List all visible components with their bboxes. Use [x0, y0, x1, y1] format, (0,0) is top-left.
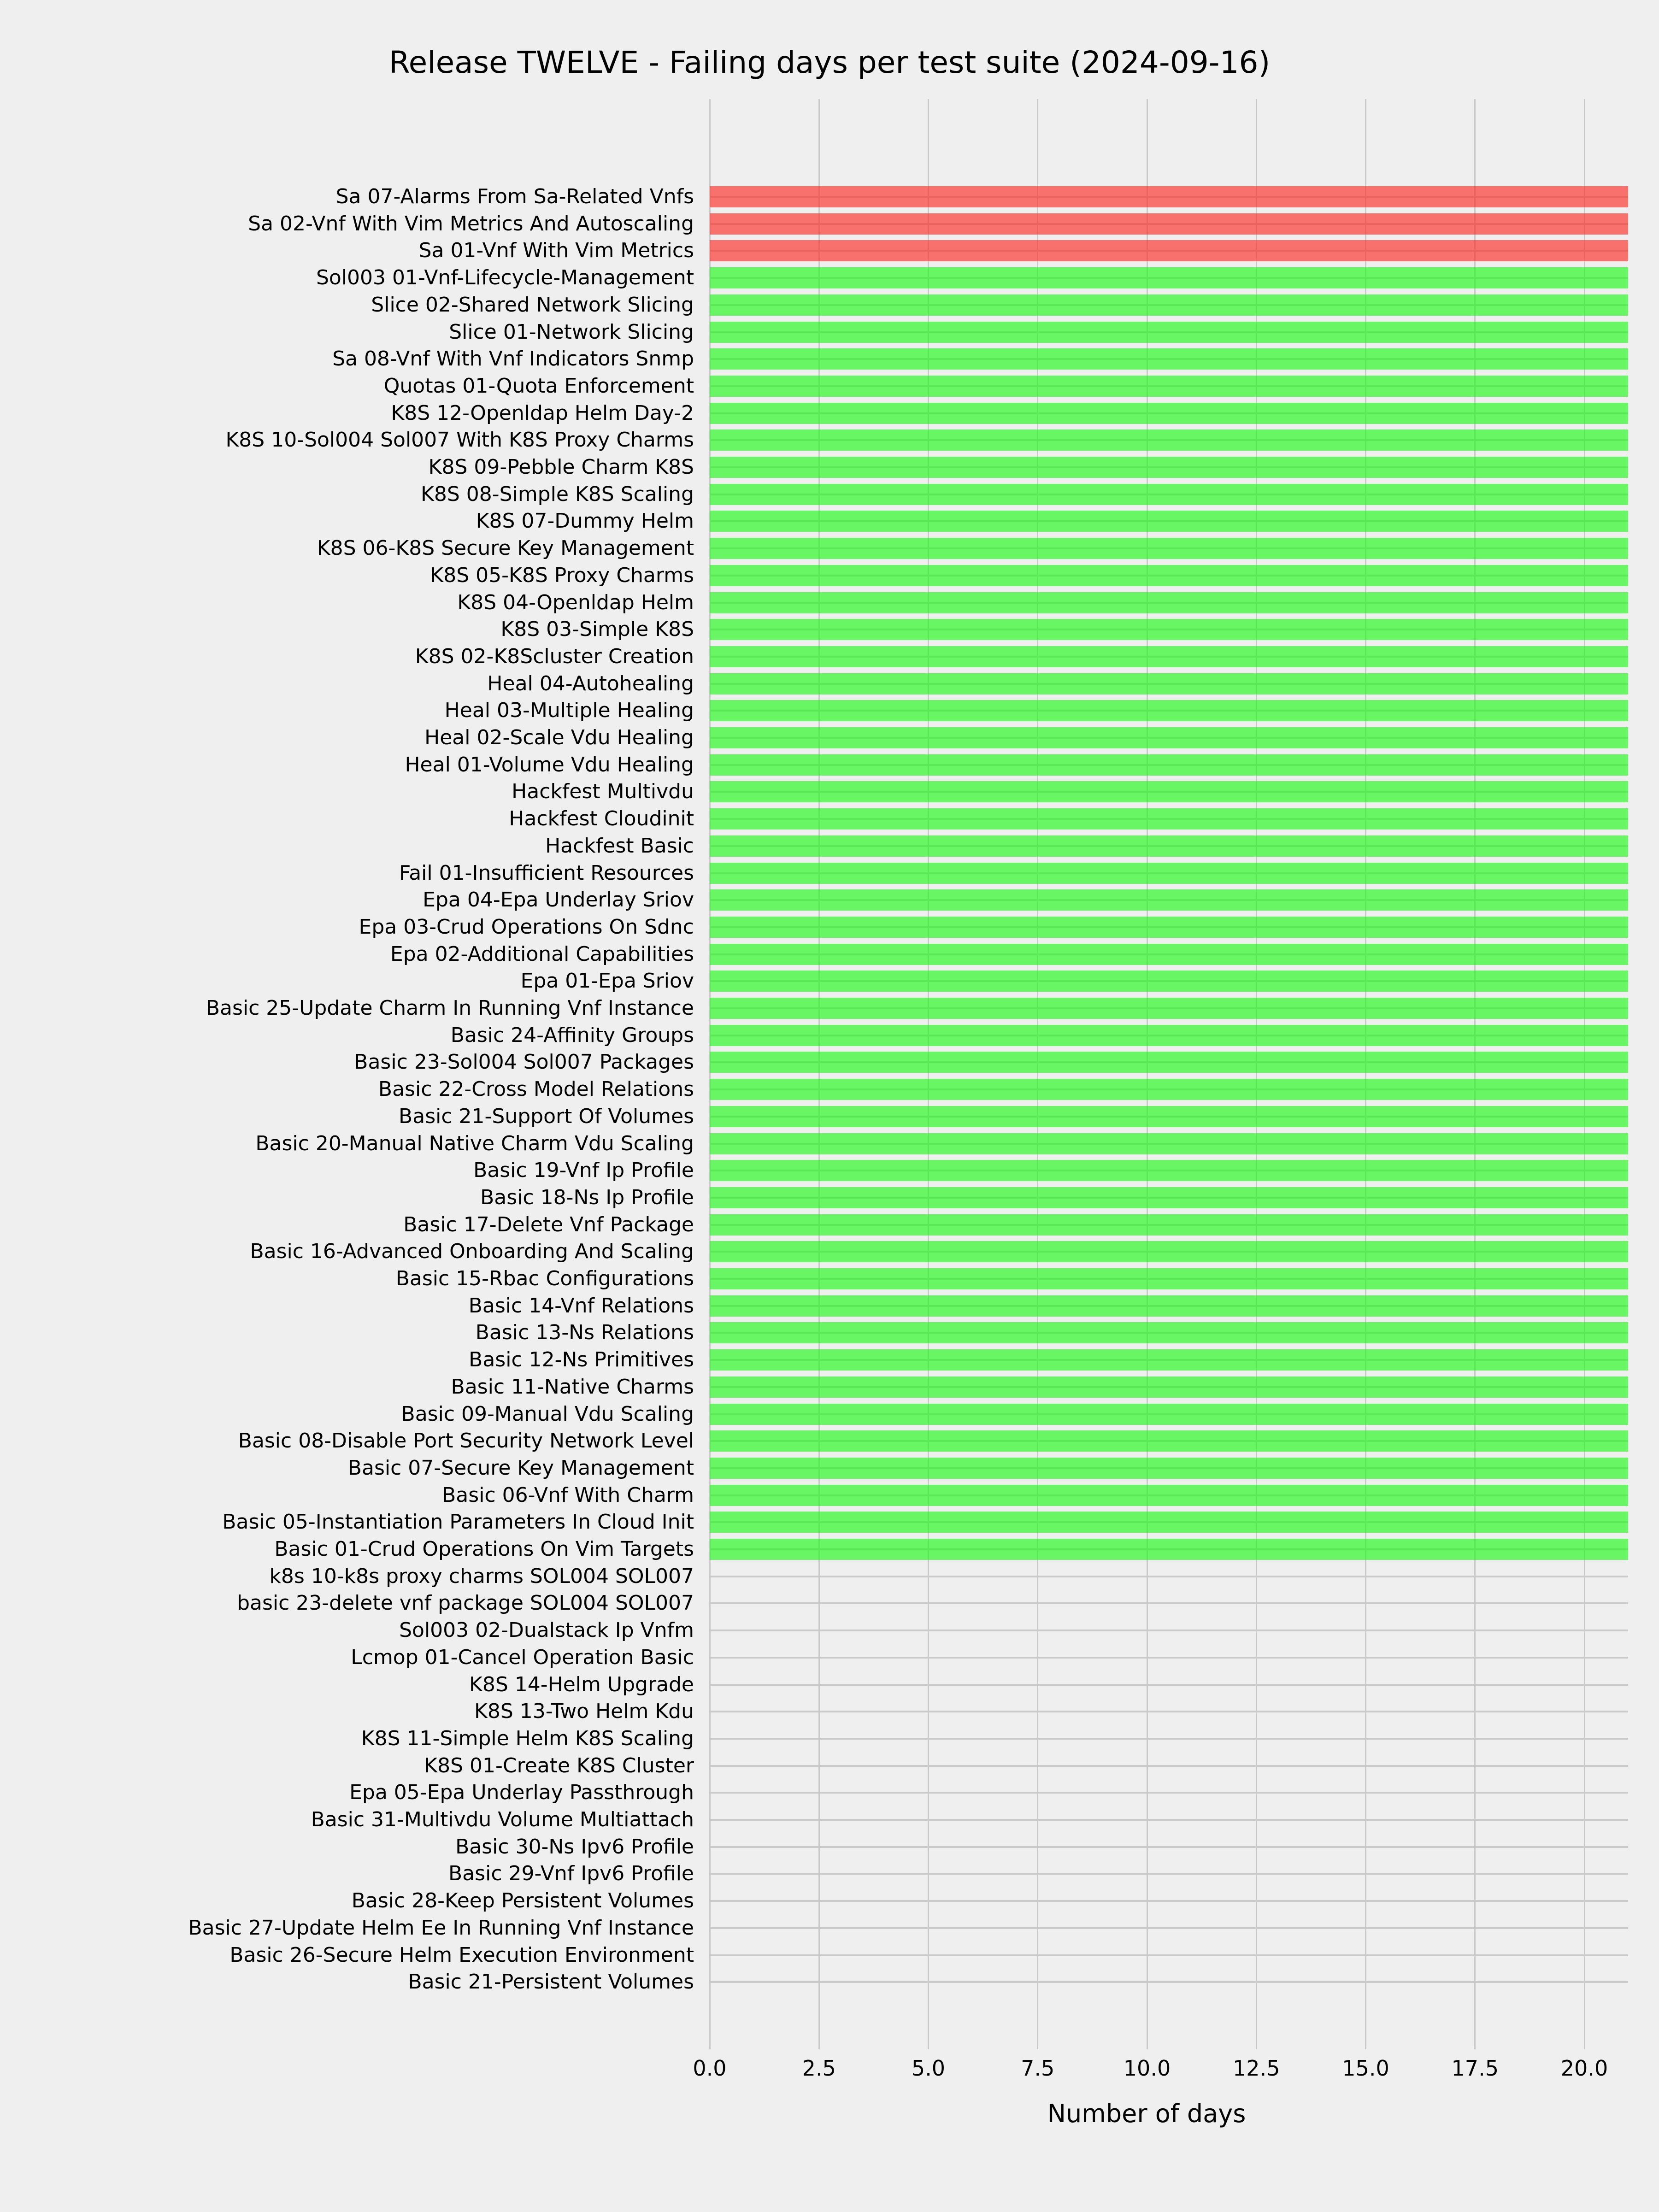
x-tick-label: 15.0 [1342, 2056, 1389, 2081]
suite-label: Basic 21-Persistent Volumes [408, 1970, 694, 1994]
passing-bar [710, 917, 1628, 938]
passing-bar [710, 1512, 1628, 1533]
suite-label: Basic 19-Vnf Ip Profile [473, 1159, 694, 1182]
suite-label: Basic 09-Manual Vdu Scaling [401, 1402, 694, 1426]
suite-label: Basic 05-Instantiation Parameters In Cloud Init [222, 1510, 694, 1534]
suite-label: Basic 26-Secure Helm Execution Environment [229, 1943, 694, 1967]
passing-bar [710, 1133, 1628, 1154]
suite-label: Epa 04-Epa Underlay Sriov [423, 888, 694, 912]
passing-bar [710, 1241, 1628, 1262]
y-gridline [710, 1602, 1628, 1604]
suite-label: Basic 28-Keep Persistent Volumes [351, 1889, 694, 1913]
y-gridline [710, 1873, 1628, 1875]
passing-bar [710, 863, 1628, 884]
passing-bar [710, 1295, 1628, 1317]
passing-bar [710, 1349, 1628, 1371]
y-gridline [710, 1927, 1628, 1929]
suite-label: Basic 13-Ns Relations [475, 1321, 694, 1345]
suite-label: Epa 03-Crud Operations On Sdnc [359, 915, 694, 939]
suite-label: K8S 14-Helm Upgrade [469, 1672, 694, 1696]
suite-label: Basic 06-Vnf With Charm [442, 1483, 694, 1507]
x-tick-label: 7.5 [1021, 2056, 1055, 2081]
suite-label: Basic 24-Affinity Groups [450, 1023, 694, 1047]
passing-bar [710, 944, 1628, 965]
x-tick-label: 12.5 [1233, 2056, 1280, 2081]
passing-bar [710, 971, 1628, 992]
suite-label: Hackfest Multivdu [512, 780, 694, 804]
y-gridline [710, 1630, 1628, 1631]
passing-bar [710, 889, 1628, 911]
passing-bar [710, 1404, 1628, 1425]
y-gridline [710, 1711, 1628, 1712]
suite-label: Basic 01-Crud Operations On Vim Targets [274, 1537, 694, 1561]
y-gridline [710, 1981, 1628, 1983]
passing-bar [710, 1268, 1628, 1289]
suite-label: Basic 18-Ns Ip Profile [480, 1185, 694, 1209]
passing-bar [710, 1539, 1628, 1560]
passing-bar [710, 1052, 1628, 1073]
passing-bar [710, 1160, 1628, 1181]
passing-bar [710, 1322, 1628, 1343]
passing-bar [710, 646, 1628, 667]
passing-bar [710, 348, 1628, 370]
suite-label: Basic 15-Rbac Configurations [395, 1267, 694, 1290]
suite-label: Basic 08-Disable Port Security Network Level [238, 1429, 694, 1453]
suite-label: Basic 16-Advanced Onboarding And Scaling [250, 1240, 694, 1264]
passing-bar [710, 484, 1628, 505]
suite-label: Basic 29-Vnf Ipv6 Profile [448, 1862, 694, 1886]
y-gridline [710, 1900, 1628, 1902]
y-gridline [710, 1738, 1628, 1740]
suite-label: K8S 04-Openldap Helm [457, 590, 694, 614]
suite-label: Epa 01-Epa Sriov [520, 969, 694, 993]
passing-bar [710, 1187, 1628, 1208]
suite-label: Basic 20-Manual Native Charm Vdu Scaling [255, 1131, 694, 1155]
suite-label: K8S 02-K8Scluster Creation [415, 644, 694, 668]
suite-label: basic 23-delete vnf package SOL004 SOL007 [237, 1591, 694, 1615]
suite-label: Heal 04-Autohealing [487, 671, 694, 695]
suite-label: k8s 10-k8s proxy charms SOL004 SOL007 [269, 1564, 694, 1588]
passing-bar [710, 1106, 1628, 1127]
suite-label: K8S 06-K8S Secure Key Management [317, 536, 694, 560]
suite-label: Basic 14-Vnf Relations [468, 1294, 694, 1318]
suite-label: Epa 05-Epa Underlay Passthrough [349, 1781, 694, 1805]
suite-label: Basic 31-Multivdu Volume Multiattach [311, 1808, 694, 1831]
suite-label: Sa 08-Vnf With Vnf Indicators Snmp [332, 347, 694, 371]
passing-bar [710, 1025, 1628, 1046]
x-tick-label: 2.5 [802, 2056, 836, 2081]
passing-bar [710, 619, 1628, 640]
suite-label: Basic 07-Secure Key Management [347, 1456, 694, 1480]
suite-label: Slice 02-Shared Network Slicing [371, 293, 694, 317]
y-gridline [710, 1792, 1628, 1794]
suite-label: Sol003 02-Dualstack Ip Vnfm [399, 1618, 694, 1642]
passing-bar [710, 1485, 1628, 1506]
suite-label: Epa 02-Additional Capabilities [390, 942, 694, 966]
suite-label: Basic 17-Delete Vnf Package [403, 1212, 694, 1236]
x-tick-label: 0.0 [693, 2056, 727, 2081]
y-gridline [710, 1819, 1628, 1821]
passing-bar [710, 403, 1628, 424]
passing-bar [710, 808, 1628, 830]
passing-bar [710, 267, 1628, 288]
suite-label: Basic 30-Ns Ipv6 Profile [455, 1835, 694, 1859]
suite-label: K8S 05-K8S Proxy Charms [430, 563, 694, 587]
passing-bar [710, 727, 1628, 748]
passing-bar [710, 565, 1628, 586]
suite-label: Heal 01-Volume Vdu Healing [405, 753, 694, 777]
passing-bar [710, 538, 1628, 559]
passing-bar [710, 294, 1628, 316]
suite-label: Fail 01-Insufficient Resources [399, 861, 694, 885]
suite-label: Sa 07-Alarms From Sa-Related Vnfs [335, 185, 694, 208]
passing-bar [710, 700, 1628, 721]
suite-label: K8S 09-Pebble Charm K8S [428, 455, 694, 479]
suite-label: K8S 12-Openldap Helm Day-2 [391, 401, 694, 425]
suite-label: Hackfest Cloudinit [509, 807, 694, 831]
passing-bar [710, 322, 1628, 343]
passing-bar [710, 1430, 1628, 1452]
suite-label: Sa 02-Vnf With Vim Metrics And Autoscaling [248, 212, 694, 235]
x-tick-label: 5.0 [911, 2056, 946, 2081]
y-gridline [710, 1657, 1628, 1659]
x-axis-label: Number of days [1047, 2099, 1246, 2128]
passing-bar [710, 376, 1628, 397]
passing-bar [710, 835, 1628, 857]
passing-bar [710, 1458, 1628, 1479]
y-gridline [710, 1846, 1628, 1848]
suite-label: Heal 03-Multiple Healing [444, 699, 694, 723]
passing-bar [710, 429, 1628, 451]
suite-label: Basic 27-Update Helm Ee In Running Vnf Instance [188, 1916, 694, 1940]
suite-label: K8S 01-Create K8S Cluster [424, 1753, 694, 1777]
x-tick-label: 20.0 [1560, 2056, 1608, 2081]
suite-label: K8S 13-Two Helm Kdu [474, 1700, 694, 1724]
passing-bar [710, 998, 1628, 1019]
suite-label: K8S 03-Simple K8S [500, 618, 694, 641]
suite-label: K8S 10-Sol004 Sol007 With K8S Proxy Charms [225, 428, 694, 452]
suite-label: Heal 02-Scale Vdu Healing [424, 726, 694, 749]
x-tick-label: 10.0 [1123, 2056, 1171, 2081]
passing-bar [710, 754, 1628, 776]
suite-label: Basic 25-Update Charm In Running Vnf Instance [206, 996, 694, 1020]
y-gridline [710, 1954, 1628, 1956]
y-gridline [710, 1765, 1628, 1767]
passing-bar [710, 781, 1628, 802]
suite-label: Quotas 01-Quota Enforcement [383, 374, 694, 398]
suite-label: Sol003 01-Vnf-Lifecycle-Management [316, 266, 694, 290]
suite-label: K8S 07-Dummy Helm [476, 509, 694, 533]
chart-title: Release TWELVE - Failing days per test suite (2024-09-16) [388, 45, 1271, 80]
y-gridline [710, 1576, 1628, 1577]
suite-label: Basic 22-Cross Model Relations [378, 1077, 694, 1101]
suite-label: K8S 08-Simple K8S Scaling [421, 482, 694, 506]
suite-label: Basic 12-Ns Primitives [469, 1348, 694, 1372]
suite-label: Basic 11-Native Charms [451, 1375, 694, 1399]
failing-bar [710, 213, 1628, 235]
passing-bar [710, 457, 1628, 478]
suite-label: Hackfest Basic [545, 834, 694, 858]
suite-label: Lcmop 01-Cancel Operation Basic [351, 1645, 694, 1669]
x-tick-label: 17.5 [1451, 2056, 1499, 2081]
suite-label: K8S 11-Simple Helm K8S Scaling [361, 1726, 694, 1750]
passing-bar [710, 1377, 1628, 1398]
suite-label: Sa 01-Vnf With Vim Metrics [418, 239, 694, 263]
passing-bar [710, 592, 1628, 613]
suite-label: Basic 21-Support Of Volumes [399, 1104, 694, 1128]
failing-bar [710, 240, 1628, 261]
passing-bar [710, 1079, 1628, 1100]
y-gridline [710, 1684, 1628, 1686]
passing-bar [710, 1214, 1628, 1235]
suite-label: Slice 01-Network Slicing [449, 320, 694, 344]
suite-label: Basic 23-Sol004 Sol007 Packages [354, 1050, 694, 1074]
passing-bar [710, 511, 1628, 532]
failing-bar [710, 186, 1628, 207]
passing-bar [710, 673, 1628, 694]
